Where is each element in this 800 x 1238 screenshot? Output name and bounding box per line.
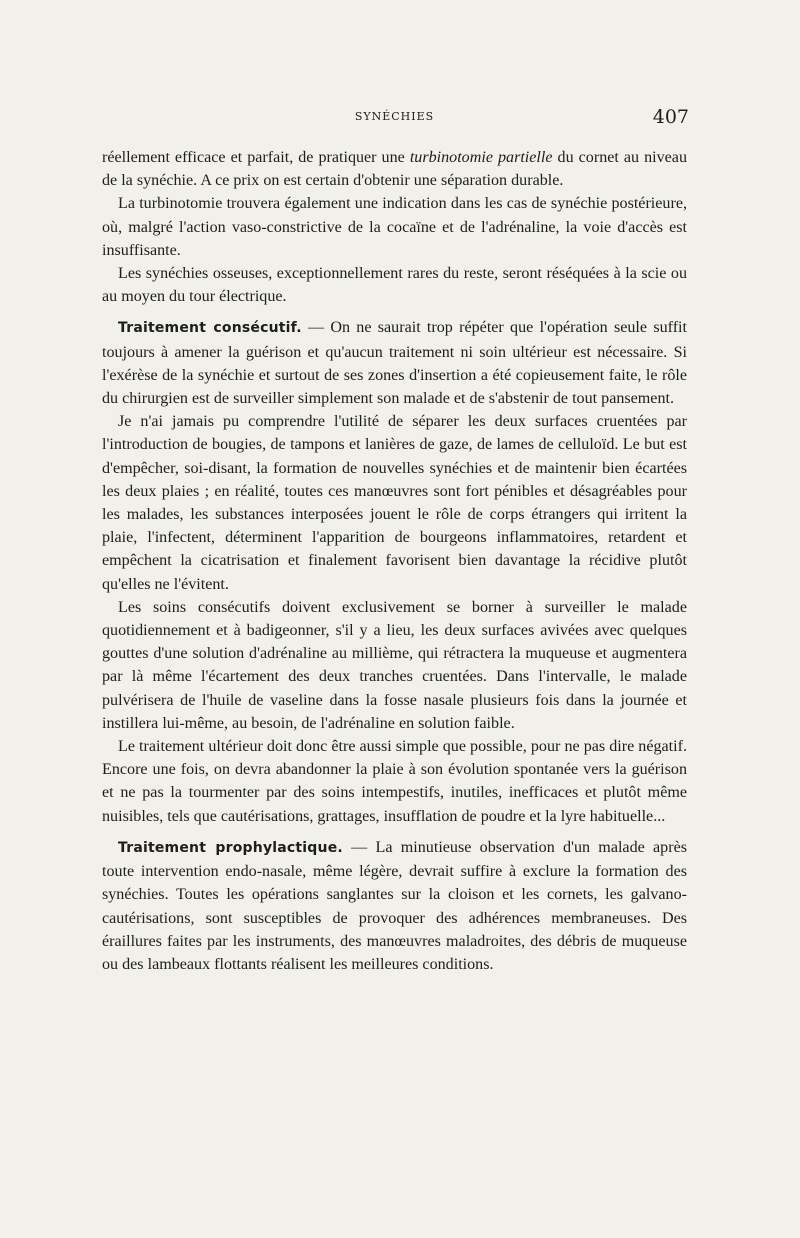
paragraph-1-start: réellement efficace et parfait, de pratiquer une xyxy=(102,149,410,166)
paragraph-5: Je n'ai jamais pu comprendre l'utilité de séparer les deux surfaces cruentées par l'introduction de bougies, de tampons et lanières de gaze, de lames de celluloïd. Le but est d'empêcher, soi-disant, la formation de nouvelles synéchies et de maintenir bien écartées les deux plaies ; en réalité, toutes ces manœuvres sont fort pénibles et désagréables pour les malades, les substances interposées jouent le rôle de corps étrangers qui irritent la plaie, l'infectent, déterminent l'apparition de bourgeons inflammatoires, retardent et empêchent la cicatrisation et finalement favorisent bien davantage la récidive plutôt qu'elles ne l'évitent. xyxy=(102,413,687,593)
body-text xyxy=(102,146,687,976)
page-number: 407 xyxy=(652,106,689,128)
section-title-consecutif: Traitement consécutif. xyxy=(118,320,302,337)
section-traitement-prophylactique xyxy=(102,836,687,976)
paragraph-7: Le traitement ultérieur doit donc être aussi simple que possible, pour ne pas dire négatif. Encore une fois, on devra abandonner la plaie à son évolution spontanée vers la guérison et ne pas la tourmenter par des soins intempestifs, inutiles, inefficaces et plutôt même nuisibles, tels que cautérisations, grattages, insufflation de poudre et la lyre habituelle... xyxy=(102,738,687,825)
paragraph-2: La turbinotomie trouvera également une indication dans les cas de synéchie postérieure, où, malgré l'action vaso-constrictive de la cocaïne et de l'adrénaline, la voie d'accès est insuffisante. xyxy=(102,195,687,259)
paragraph-3: Les synéchies osseuses, exceptionnellement rares du reste, seront réséquées à la scie ou au moyen du tour électrique. xyxy=(102,265,687,306)
paragraph-6: Les soins consécutifs doivent exclusivement se borner à surveiller le malade quotidiennement et à badigeonner, s'il y a lieu, les deux surfaces avivées avec quelques gouttes d'une solution d'adrénaline au millième, qui rétractera la muqueuse et augmentera par là même l'écartement des deux tranches cruentées. Dans l'intervalle, le malade pulvérisera de l'huile de vaseline dans la fosse nasale plusieurs fois dans la journée et instillera lui-même, au besoin, de l'adrénaline en solution faible. xyxy=(102,598,687,732)
running-title: SYNÉCHIES xyxy=(354,110,435,123)
paragraph-1 xyxy=(102,146,687,192)
page-header xyxy=(102,106,687,136)
section-text-prophylactique: — La minutieuse observation d'un malade après toute intervention endo-nasale, même légère, devrait suffire à exclure la formation des synéchies. Toutes les opérations sanglantes sur la cloison et les cornets, les galvano-cautérisations, sont susceptibles de provoquer des adhérences membraneuses. Des éraillures faites par les instruments, des manœuvres maladroites, des débris de muqueuse ou des lambeaux flottants réalisent les meilleures conditions. xyxy=(102,838,687,973)
section-traitement-consecutif xyxy=(102,316,687,410)
section-title-prophylactique: Traitement prophylactique. xyxy=(118,839,343,856)
paragraph-1-end: du cornet au niveau de la synéchie. A ce prix on est certain d'obtenir une séparation durable. xyxy=(102,149,687,190)
section-text-consecutif: — On ne saurait trop répéter que l'opération seule suffit toujours à amener la guérison et qu'aucun traitement ni soin ultérieur est nécessaire. Si l'exérèse de la synéchie et surtout de ses zones d'insertion a été copieusement faite, le rôle du chirurgien est de surveiller simplement son malade et de s'abstenir de tout pansement. xyxy=(102,319,688,408)
italic-term: turbinotomie partielle xyxy=(409,149,553,166)
